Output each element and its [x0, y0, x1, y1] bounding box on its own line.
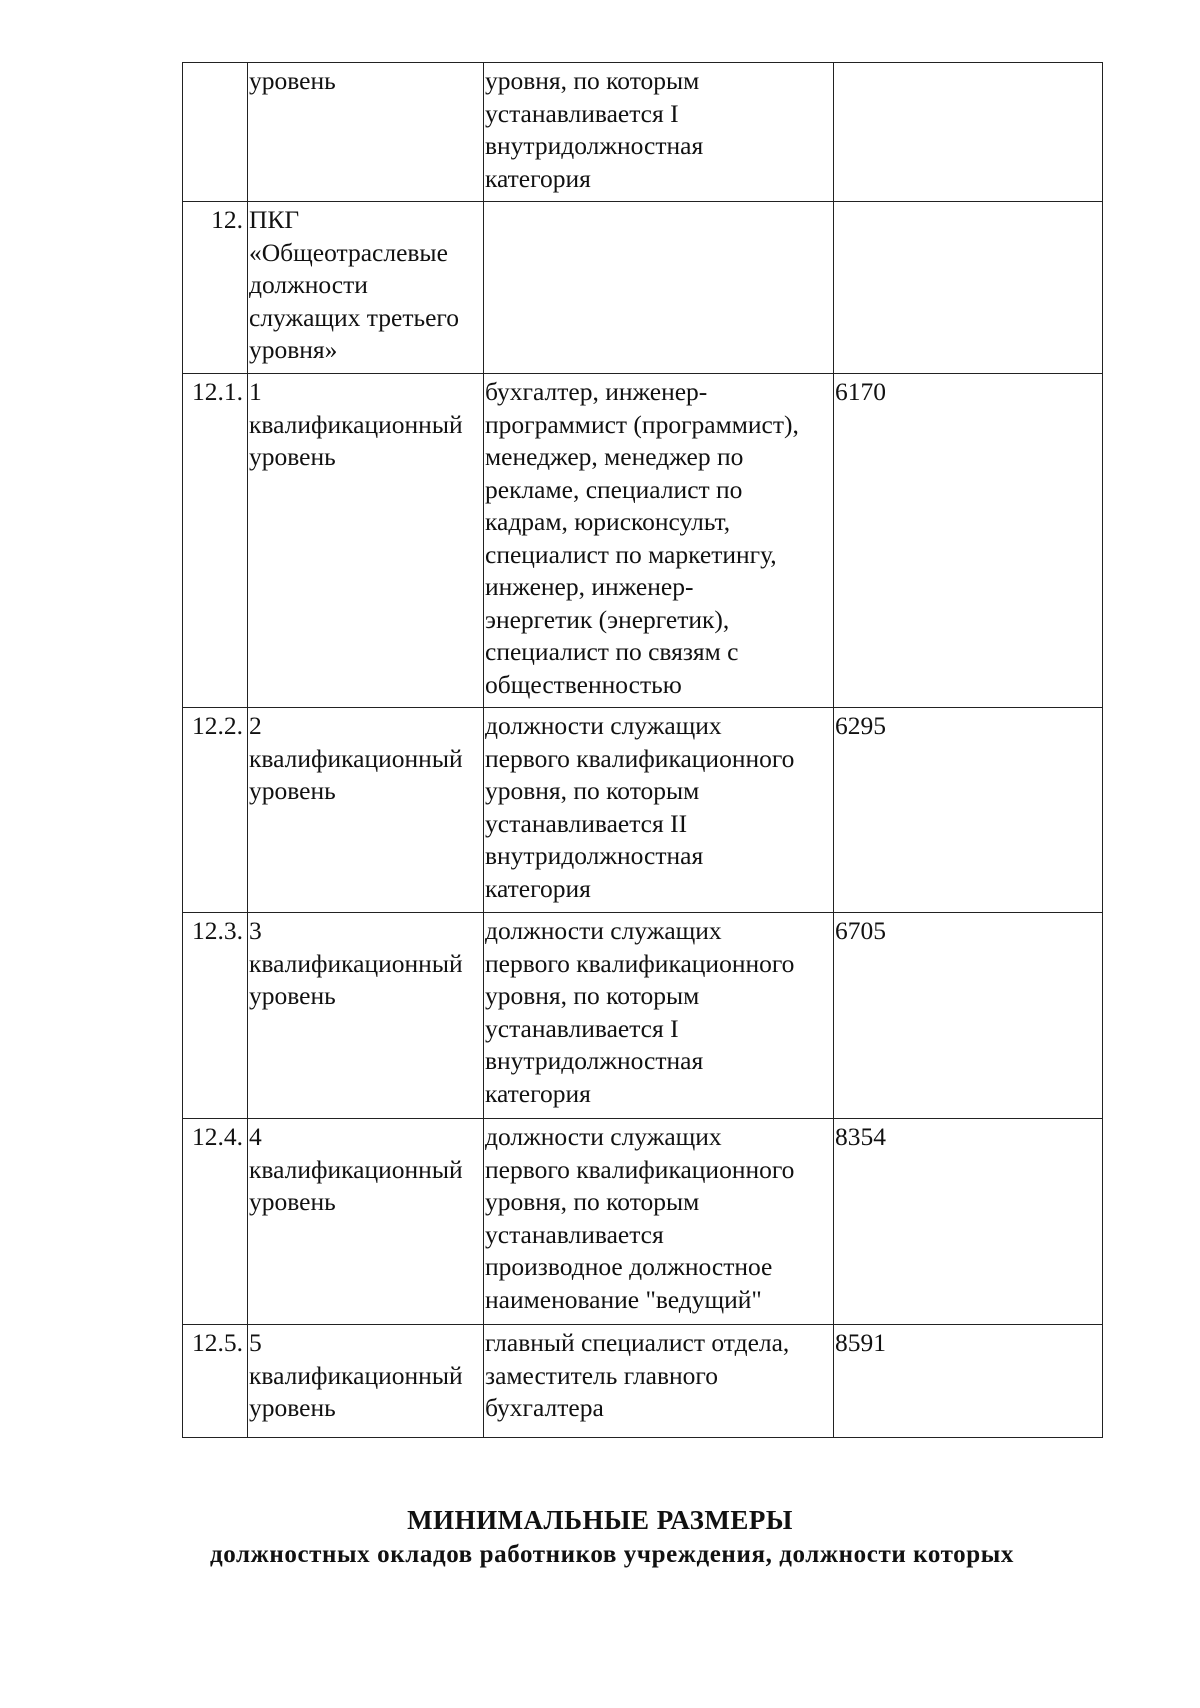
salary-cell: 6705 [834, 913, 1103, 1119]
positions-cell: должности служащих первого квалификационного уровня, по которым устанавливается II внутридолжностная категория [484, 708, 834, 913]
qualification-level-cell: 4 квалификационный уровень [248, 1119, 484, 1325]
positions-cell: должности служащих первого квалификационного уровня, по которым устанавливается I внутридолжностная категория [484, 913, 834, 1119]
salary-cell [834, 63, 1103, 202]
row-number-cell: 12.4. [183, 1119, 248, 1325]
table-row [183, 913, 1103, 1119]
qualification-level-cell: 1 квалификационный уровень [248, 374, 484, 708]
qualification-level-cell: 5 квалификационный уровень [248, 1325, 484, 1438]
section-title: МИНИМАЛЬНЫЕ РАЗМЕРЫ [407, 1505, 793, 1535]
salary-cell: 8354 [834, 1119, 1103, 1325]
table-row [183, 202, 1103, 374]
table-row [183, 708, 1103, 913]
positions-cell: бухгалтер, инженер- программист (программист), менеджер, менеджер по рекламе, специалист по кадрам, юрисконсульт, специалист по маркетингу, инженер, инженер- энергетик (энергетик), специалист по связям с общественностью [484, 374, 834, 708]
salary-table [182, 62, 1103, 1438]
qualification-level-cell: 2 квалификационный уровень [248, 708, 484, 913]
row-number-cell [183, 63, 248, 202]
table-row [183, 63, 1103, 202]
salary-cell: 6170 [834, 374, 1103, 708]
table-row [183, 1325, 1103, 1438]
qualification-level-cell: ПКГ «Общеотраслевые должности служащих третьего уровня» [248, 202, 484, 374]
salary-cell: 6295 [834, 708, 1103, 913]
row-number-cell: 12.5. [183, 1325, 248, 1438]
row-number-cell: 12.2. [183, 708, 248, 913]
section-subtitle: должностных окладов работников учреждения, должности которых [210, 1541, 1014, 1568]
qualification-level-cell: уровень [248, 63, 484, 202]
salary-cell: 8591 [834, 1325, 1103, 1438]
salary-cell [834, 202, 1103, 374]
positions-cell: главный специалист отдела, заместитель главного бухгалтера [484, 1325, 834, 1438]
row-number-cell: 12.1. [183, 374, 248, 708]
qualification-level-cell: 3 квалификационный уровень [248, 913, 484, 1119]
table-row [183, 1119, 1103, 1325]
row-number-cell: 12.3. [183, 913, 248, 1119]
positions-cell: должности служащих первого квалификационного уровня, по которым устанавливается производное должностное наименование "ведущий" [484, 1119, 834, 1325]
row-number-cell: 12. [183, 202, 248, 374]
positions-cell: уровня, по которым устанавливается I внутридолжностная категория [484, 63, 834, 202]
positions-cell [484, 202, 834, 374]
table-row [183, 374, 1103, 708]
